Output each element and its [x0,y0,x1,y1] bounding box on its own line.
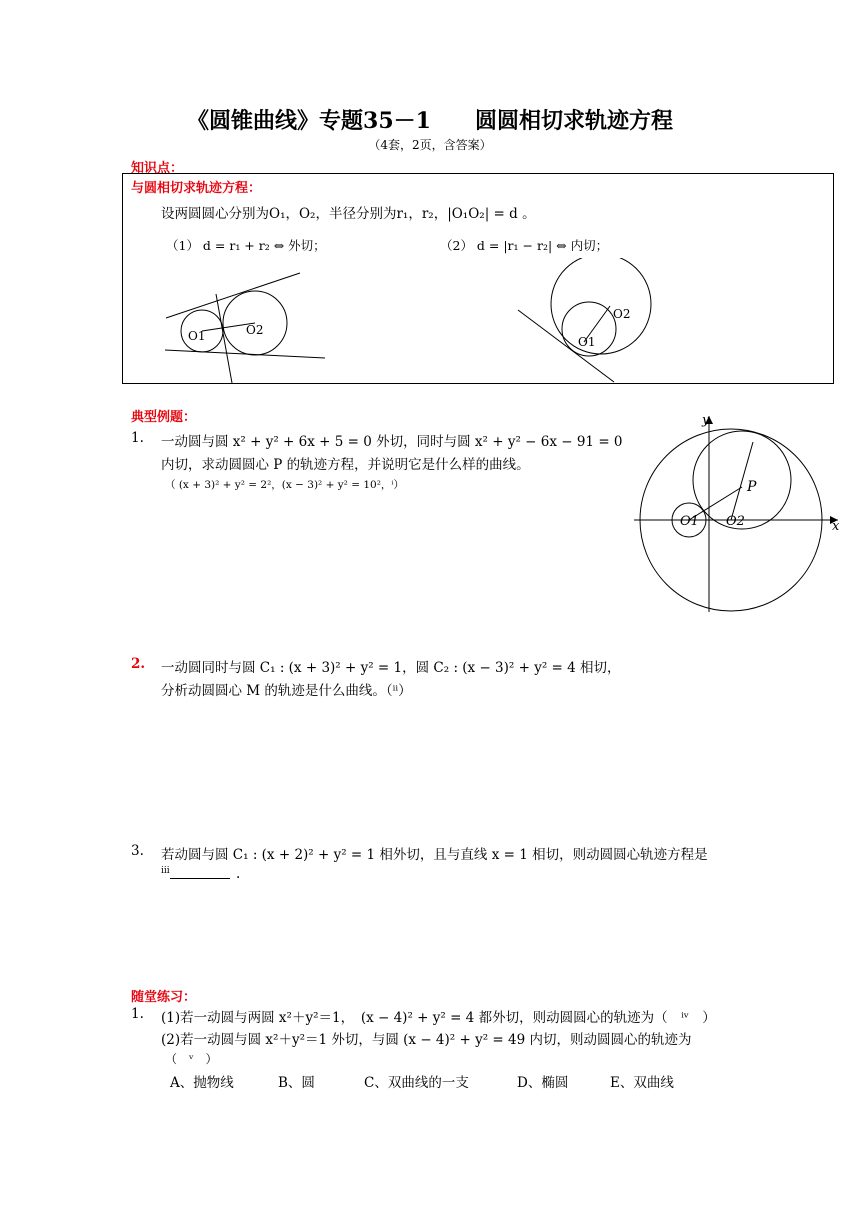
x-axis-label: x [832,519,840,534]
o1-label: O1 [188,329,206,343]
examples-heading: 典型例题： [131,410,197,425]
q3-note: iii [161,866,170,876]
knowledge-intro: 设两圆圆心分别为O₁，O₂，半径分别为r₁，r₂，|O₁O₂| = d 。 [161,206,536,222]
practice-line3: （ ᵛ ） [165,1052,218,1066]
q1-hint: （ (x + 3)² + y² = 2²，(x − 3)² + y² = 10²，ⁱ） [165,479,405,491]
page-title: 《圆锥曲线》专题35－1 圆圆相切求轨迹方程 [187,108,673,134]
case-external: （1） d = r₁ + r₂ ⇔ 外切； [166,238,326,253]
practice-heading: 随堂练习： [131,990,197,1005]
q1-line2: 内切，求动圆圆心 P 的轨迹方程，并说明它是什么样的曲线。 [161,457,530,473]
internal-tangency-figure [512,258,662,384]
knowledge-box-heading: 与圆相切求轨迹方程： [131,181,262,196]
option-b: B、圆 [278,1075,315,1091]
y-axis-label: y [702,413,710,428]
q3-number: 3. [131,843,144,859]
o1-label-3: O1 [680,514,699,529]
external-tangency-figure [160,258,340,384]
o2-label-3: O2 [726,514,745,529]
q1-number: 1. [131,430,144,446]
example1-figure [630,408,845,616]
knowledge-heading: 知识点： [131,161,184,176]
page-subtitle: （4套，2页，含答案） [368,138,492,152]
q2-line2: 分析动圆圆心 M 的轨迹是什么曲线。（ⁱⁱ） [161,683,412,699]
case-internal: （2） d = |r₁ − r₂| ⇔ 内切； [440,238,609,253]
q3-line1: 若动圆与圆 C₁ : (x + 2)² + y² = 1 相外切，且与直线 x = 1 相切，则动圆圆心轨迹方程是 [161,847,708,863]
q3-end: . [236,866,241,882]
option-a: A、抛物线 [170,1075,234,1091]
practice-number: 1. [131,1006,144,1022]
q2-number: 2. [131,656,146,672]
option-d: D、椭圆 [517,1075,569,1091]
p-label: P [747,479,757,495]
option-c: C、双曲线的一支 [364,1075,469,1091]
q3-answer-blank [170,868,230,879]
o2-label: O2 [246,323,264,337]
option-e: E、双曲线 [610,1075,674,1091]
o1-label-2: O1 [578,335,596,349]
q2-line1: 一动圆同时与圆 C₁ : (x + 3)² + y² = 1，圆 C₂ : (x − 3)² + y² = 4 相切， [161,660,621,676]
practice-line2: (2)若一动圆与圆 x²＋y²＝1 外切，与圆 (x − 4)² + y² = 49 内切，则动圆圆心的轨迹为 [161,1032,692,1048]
o2-label-2: O2 [613,307,631,321]
practice-line1: (1)若一动圆与两圆 x²＋y²＝1， (x − 4)² + y² = 4 都外切，则动圆圆心的轨迹为（ ⁱᵛ ） [161,1010,716,1026]
q1-line1: 一动圆与圆 x² + y² + 6x + 5 = 0 外切，同时与圆 x² + y² − 6x − 91 = 0 [161,434,623,450]
